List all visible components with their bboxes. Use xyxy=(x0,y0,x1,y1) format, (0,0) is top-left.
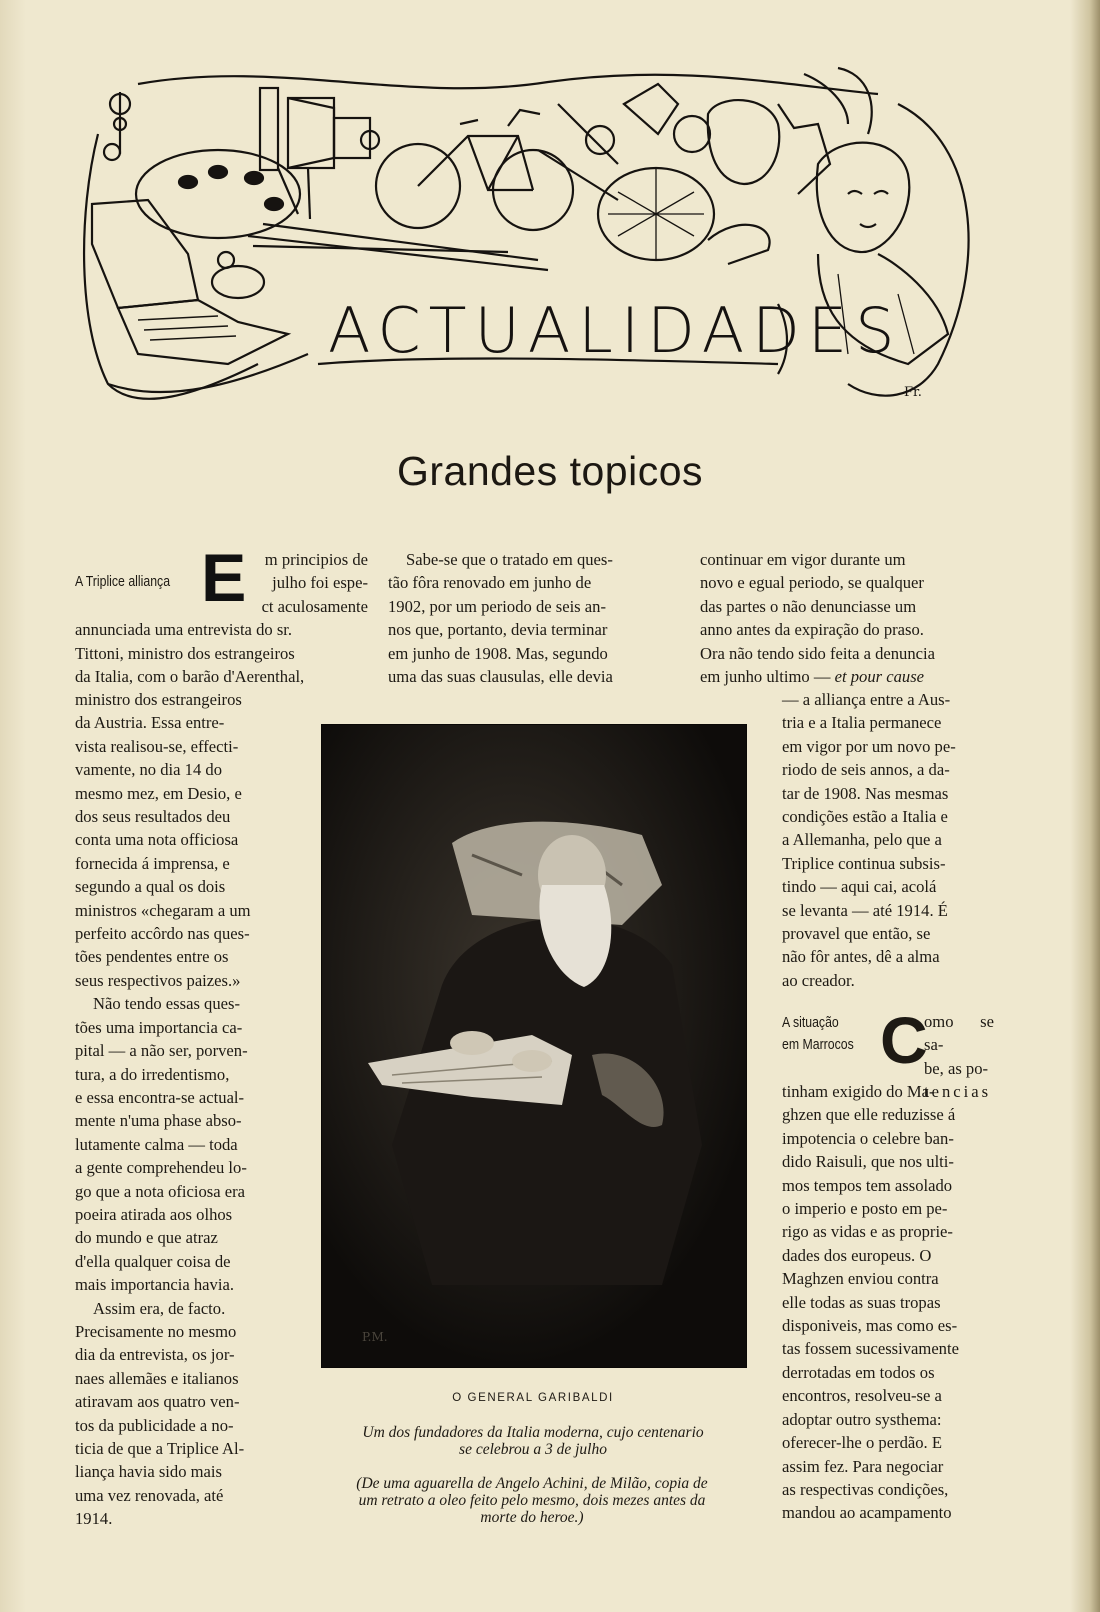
text-line: 1902, por um periodo de seis an- xyxy=(388,596,606,616)
svg-text:P.M.: P.M. xyxy=(362,1330,388,1344)
intro-line: ct aculosamente xyxy=(261,596,368,616)
article-intro xyxy=(75,540,368,688)
intro-line: julho foi espe- xyxy=(272,573,368,593)
caption-line: (De uma aguarella de Angelo Achini, de Milão, copia de xyxy=(356,1475,708,1492)
column-1-body xyxy=(75,688,282,1531)
caption-line: um retrato a oleo feito pelo mesmo, dois mezes antes da xyxy=(358,1492,706,1509)
text-line: d'ella qualquer coisa de xyxy=(75,1251,231,1271)
text-line: vista realisou-se, effecti- xyxy=(75,736,239,756)
dropcap-c: C xyxy=(880,1003,928,1077)
caption-line: se celebrou a 3 de julho xyxy=(459,1441,607,1458)
text-line: a gente comprehendeu lo- xyxy=(75,1158,247,1178)
text-line: dido Raisuli, que nos ulti- xyxy=(782,1152,954,1172)
text-line: be, as po- xyxy=(924,1058,989,1078)
text-line: go que a nota oficiosa era xyxy=(75,1181,246,1201)
text-line: adoptar outro systhema: xyxy=(782,1409,942,1429)
figure-description xyxy=(320,1424,746,1458)
text-line: lutamente calma — toda xyxy=(75,1134,238,1154)
text-line: fornecida á imprensa, e xyxy=(75,853,230,873)
text-line: poeira atirada aos olhos xyxy=(75,1204,233,1224)
dropcap-e: E xyxy=(201,540,247,616)
text-line: dia da entrevista, os jor- xyxy=(75,1345,235,1365)
text-line: mandou ao acampamento xyxy=(782,1503,952,1523)
text-line-with-italic xyxy=(700,665,994,688)
text-line: ao creador. xyxy=(782,970,855,990)
text-line: omo se sa- xyxy=(924,1012,994,1055)
text-line: tar de 1908. Nas mesmas xyxy=(782,783,949,803)
intro-line: Tittoni, ministro dos estrangeiros xyxy=(75,643,295,663)
text-line: não fôr antes, dê a alma xyxy=(782,947,940,967)
intro-line: da Italia, com o barão d'Aerenthal, xyxy=(75,667,305,687)
page-title: Grandes topicos xyxy=(396,448,704,494)
masthead-title: ACTUALIDADES xyxy=(328,294,903,367)
text-line: liança havia sido mais xyxy=(75,1462,222,1482)
text-line: rigo as vidas e as proprie- xyxy=(782,1222,953,1242)
text-line: tinham exigido do Ma- xyxy=(782,1082,935,1101)
marrocos-first-lines xyxy=(924,1010,994,1104)
column-2-body xyxy=(388,548,681,688)
caption-line: morte do heroe.) xyxy=(480,1509,584,1526)
text-line: da Austria. Essa entre- xyxy=(75,713,225,733)
text-line: tencias xyxy=(924,1082,992,1102)
text-line: em vigor por um novo pe- xyxy=(782,736,956,756)
text-line: mente n'uma phase abso- xyxy=(75,1111,242,1131)
text-line: tura, a do irredentismo, xyxy=(75,1064,230,1084)
text-line: tão fôra renovado em junho de xyxy=(388,573,592,593)
text-line: oferecer-lhe o perdão. E xyxy=(782,1433,942,1453)
text-line: ministro dos estrangeiros xyxy=(75,690,242,709)
text-line: continuar em vigor durante um xyxy=(700,550,906,569)
text-line: mais importancia havia. xyxy=(75,1275,234,1295)
text-line: Ora não tendo sido feita a denuncia xyxy=(700,643,935,663)
text-line: impotencia o celebre ban- xyxy=(782,1128,954,1148)
text-line: mesmo mez, em Desio, e xyxy=(75,783,242,803)
text-line: conta uma nota officiosa xyxy=(75,830,239,850)
section-sidehead-marrocos xyxy=(782,1012,872,1056)
text-line: ministros «chegaram a um xyxy=(75,900,251,920)
text-line: tos da publicidade a no- xyxy=(75,1415,234,1435)
text-line: a Allemanha, pelo que a xyxy=(782,830,942,850)
section-marrocos xyxy=(782,1003,994,1525)
text-line: mos tempos tem assolado xyxy=(782,1175,953,1195)
text-line: seus respectivos paizes.» xyxy=(75,970,241,990)
text-line: uma das suas clausulas, elle devia xyxy=(388,667,613,687)
text-line: Triplice continua subsis- xyxy=(782,853,946,873)
text-line: tas fossem sucessivamente xyxy=(782,1339,959,1359)
text-line: perfeito accôrdo nas ques- xyxy=(75,924,250,944)
intro-line: annunciada uma entrevista do sr. xyxy=(75,620,293,640)
text-line: Sabe-se que o tratado em ques- xyxy=(406,550,613,569)
text-line: tria e a Italia permanece xyxy=(782,713,942,733)
text-line: uma vez renovada, até xyxy=(75,1485,224,1505)
text-line: elle todas as suas tropas xyxy=(782,1292,941,1312)
sidehead-line: em Marrocos xyxy=(782,1036,854,1053)
text-line: derrotadas em todos os xyxy=(782,1362,935,1382)
text-line: tões pendentes entre os xyxy=(75,947,229,967)
text-line: segundo a qual os dois xyxy=(75,877,226,897)
text-line: das partes o não denunciasse um xyxy=(700,596,917,616)
column-3-narrow xyxy=(782,688,994,992)
text-segment: em junho ultimo — xyxy=(700,667,831,687)
figure-credit xyxy=(312,1475,752,1526)
text-line: e essa encontra-se actual- xyxy=(75,1087,245,1107)
text-line: Maghzen enviou contra xyxy=(782,1269,939,1289)
text-line: dos seus resultados deu xyxy=(75,807,231,827)
text-line: condições estão a Italia e xyxy=(782,807,948,827)
text-line: as respectivas condições, xyxy=(782,1479,949,1499)
text-line: dades dos europeus. O xyxy=(782,1245,932,1265)
text-line: — a alliança entre a Aus- xyxy=(782,690,951,709)
text-line: anno antes da expiração do praso. xyxy=(700,620,924,640)
text-line: pital — a não ser, porven- xyxy=(75,1041,248,1061)
masthead-illustration xyxy=(78,64,988,416)
text-line: se levanta — até 1914. É xyxy=(782,900,948,920)
italic-phrase: et pour cause xyxy=(834,667,925,687)
sidehead-line: A situação xyxy=(782,1014,839,1031)
text-line: Assim era, de facto. xyxy=(93,1298,226,1318)
text-line: do mundo e que atraz xyxy=(75,1228,218,1248)
text-line: vamente, no dia 14 do xyxy=(75,760,223,780)
garibaldi-portrait xyxy=(321,724,747,1368)
intro-line: m principios de xyxy=(264,550,368,569)
text-line: encontros, resolveu-se a xyxy=(782,1386,942,1406)
figure-name: O GENERAL GARIBALDI xyxy=(452,1392,614,1404)
text-line: 1914. xyxy=(75,1509,113,1529)
text-line: ghzen que elle reduzisse á xyxy=(782,1105,956,1125)
text-line: em junho de 1908. Mas, segundo xyxy=(388,643,608,663)
text-line: tões uma importancia ca- xyxy=(75,1017,243,1037)
text-line: Precisamente no mesmo xyxy=(75,1321,237,1341)
column-3-top xyxy=(700,548,994,688)
text-line: o imperio e posto em pe- xyxy=(782,1199,948,1219)
text-line: nos que, portanto, devia terminar xyxy=(388,620,608,640)
text-line: Não tendo essas ques- xyxy=(93,994,241,1014)
text-line: naes allemães e italianos xyxy=(75,1368,239,1388)
text-line: atiravam aos quatro ven- xyxy=(75,1392,240,1412)
text-line: assim fez. Para negociar xyxy=(782,1456,944,1476)
page-right-edge xyxy=(1070,0,1100,1612)
text-line: ticia de que a Triplice Al- xyxy=(75,1439,245,1458)
text-line: novo e egual periodo, se qualquer xyxy=(700,573,924,593)
page-left-edge xyxy=(0,0,26,1612)
section-sidehead-triplice: A Triplice alliança xyxy=(75,573,171,590)
text-line: riodo de seis annos, a da- xyxy=(782,760,950,780)
masthead-signature: Fr. xyxy=(904,385,922,400)
text-line: disponiveis, mas como es- xyxy=(782,1316,958,1336)
text-line: provavel que então, se xyxy=(782,924,931,944)
caption-line: Um dos fundadores da Italia moderna, cujo centenario xyxy=(362,1424,704,1441)
text-line: tindo — aqui cai, acolá xyxy=(782,877,937,897)
